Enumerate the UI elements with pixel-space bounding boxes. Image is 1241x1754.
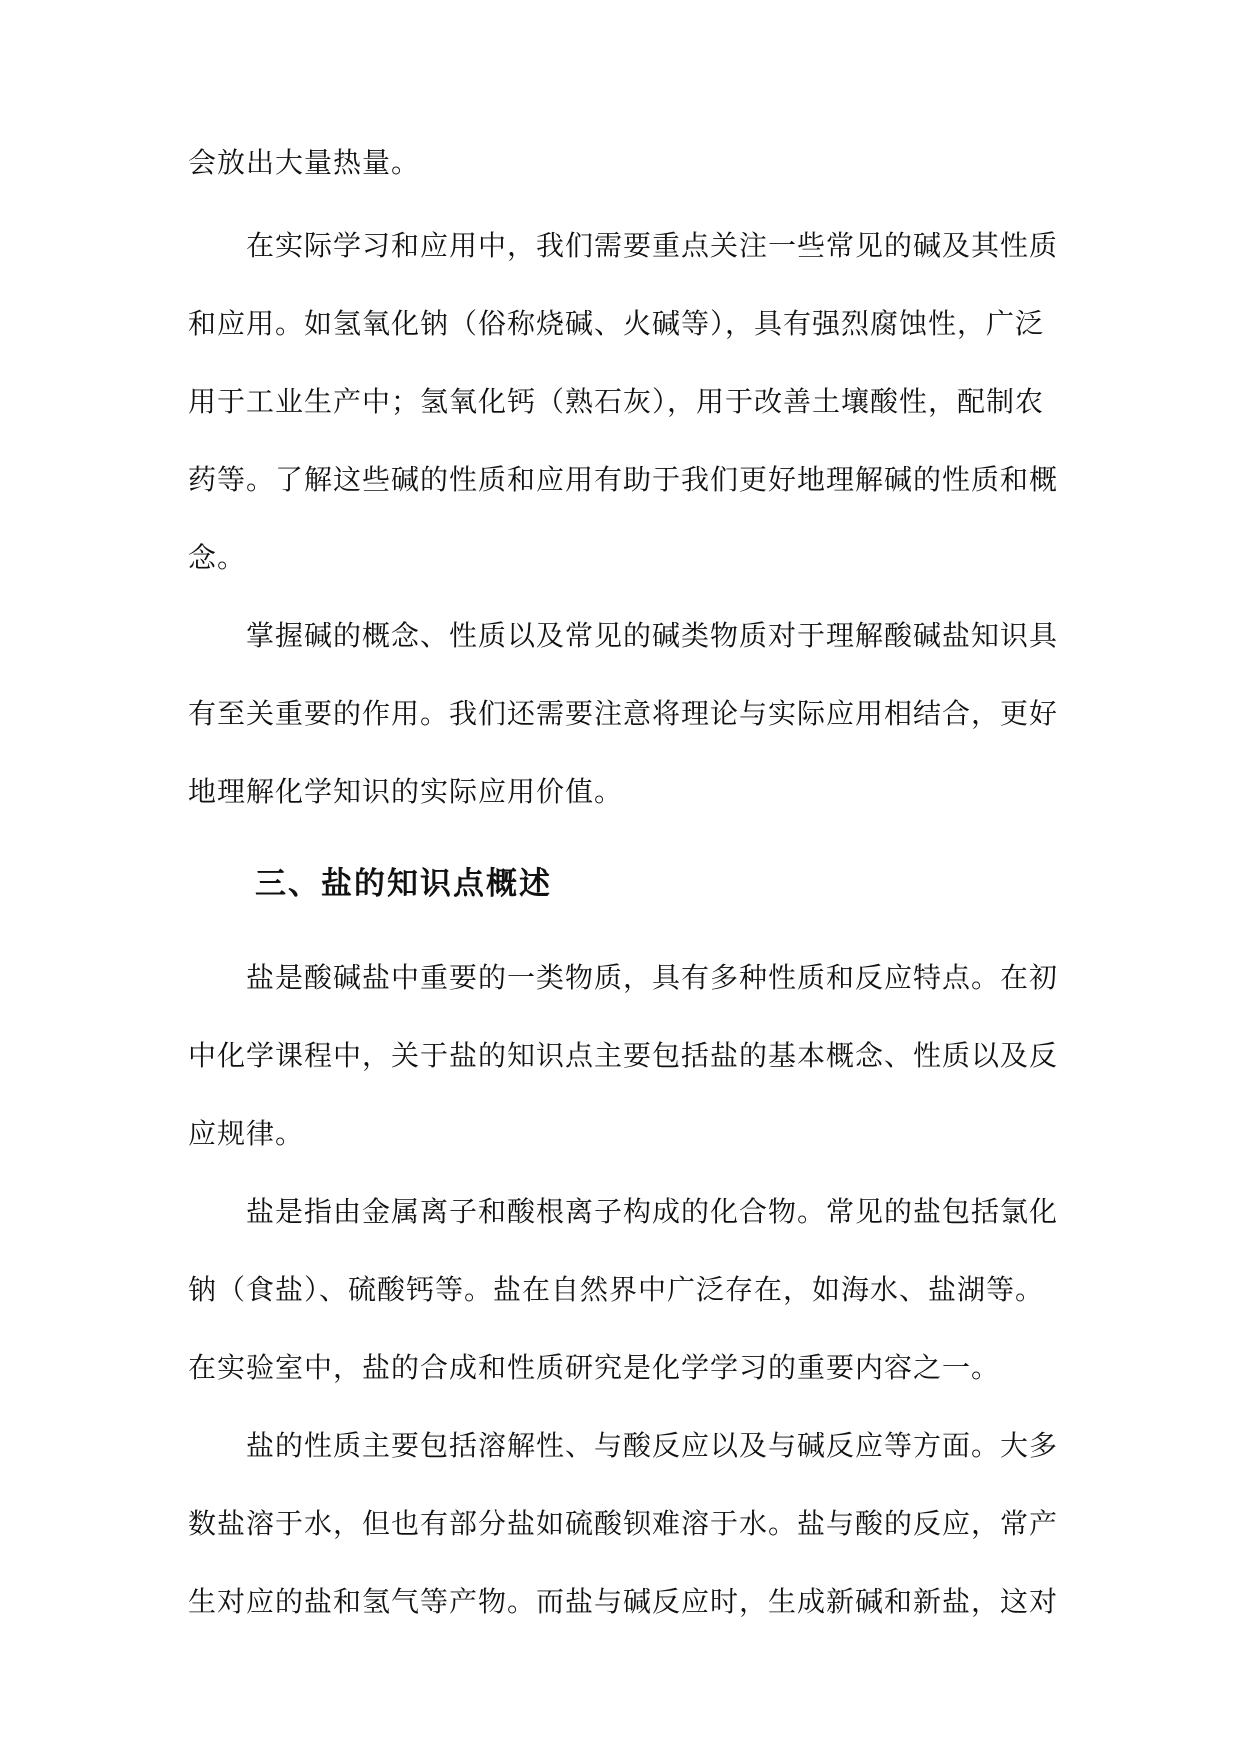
paragraph-line: 掌握碱的概念、性质以及常见的碱类物质对于理解酸碱盐知识具 — [246, 619, 1059, 652]
paragraph-line: 地理解化学知识的实际应用价值。 — [188, 775, 624, 808]
paragraph-line: 数盐溶于水，但也有部分盐如硫酸钡难溶于水。盐与酸的反应，常产 — [188, 1507, 1059, 1540]
paragraph-line: 盐是酸碱盐中重要的一类物质，具有多种性质和反应特点。在初 — [246, 961, 1059, 994]
paragraph-line: 会放出大量热量。 — [188, 146, 421, 179]
paragraph-line: 念。 — [188, 541, 247, 574]
paragraph-line: 钠（食盐）、硫酸钙等。盐在自然界中广泛存在，如海水、盐湖等。 — [188, 1273, 1045, 1306]
paragraph-line: 生对应的盐和氢气等产物。而盐与碱反应时，生成新碱和新盐，这对 — [188, 1585, 1059, 1618]
paragraph-line: 中化学课程中，关于盐的知识点主要包括盐的基本概念、性质以及反 — [188, 1039, 1059, 1072]
paragraph-line: 和应用。如氢氧化钠（俗称烧碱、火碱等），具有强烈腐蚀性，广泛 — [188, 307, 1045, 340]
paragraph-line: 药等。了解这些碱的性质和应用有助于我们更好地理解碱的性质和概 — [188, 463, 1059, 496]
paragraph-line: 盐的性质主要包括溶解性、与酸反应以及与碱反应等方面。大多 — [246, 1429, 1059, 1462]
paragraph-line: 在实验室中，盐的合成和性质研究是化学学习的重要内容之一。 — [188, 1351, 1001, 1384]
paragraph-line: 应规律。 — [188, 1117, 305, 1150]
section-heading: 三、盐的知识点概述 — [255, 866, 552, 902]
paragraph-line: 在实际学习和应用中，我们需要重点关注一些常见的碱及其性质 — [246, 229, 1059, 262]
paragraph-line: 盐是指由金属离子和酸根离子构成的化合物。常见的盐包括氯化 — [246, 1195, 1059, 1228]
paragraph-line: 用于工业生产中；氢氧化钙（熟石灰），用于改善土壤酸性，配制农 — [188, 385, 1045, 418]
paragraph-line: 有至关重要的作用。我们还需要注意将理论与实际应用相结合，更好 — [188, 697, 1059, 730]
